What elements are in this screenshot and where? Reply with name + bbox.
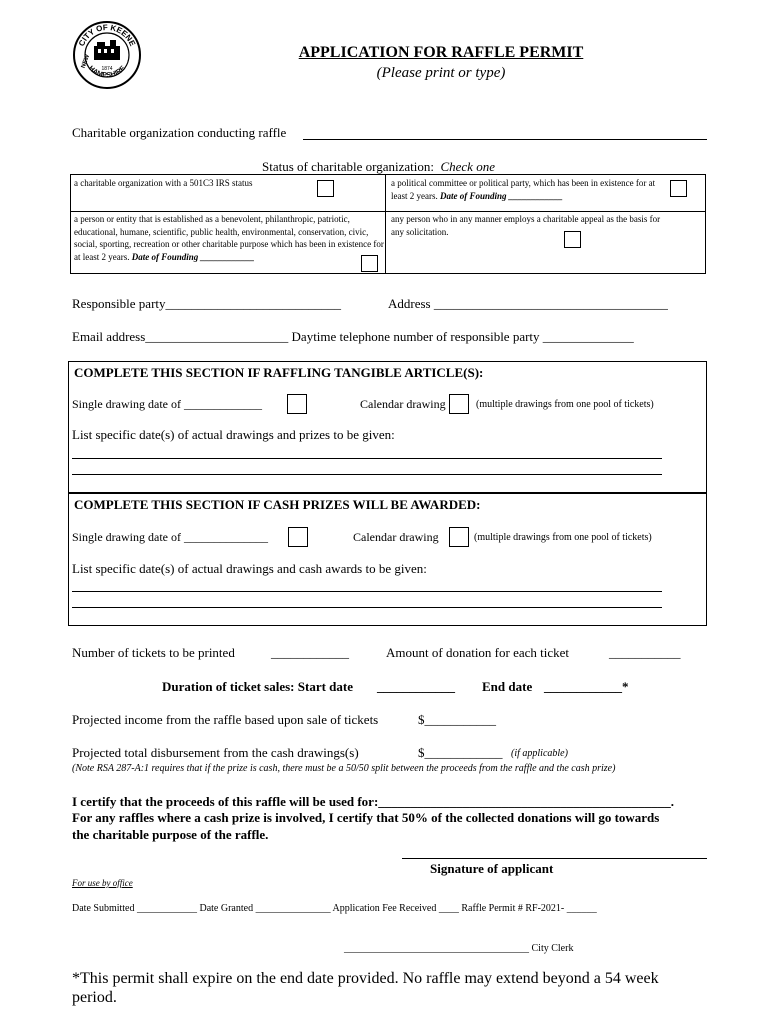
status-grid bbox=[70, 174, 706, 274]
duration-end-blank[interactable]: ____________* bbox=[544, 679, 629, 694]
certify-line-2: For any raffles where a cash prize is involved, I certify that 50% of the collected donations will go towards bbox=[72, 810, 660, 825]
org-input-line[interactable] bbox=[303, 139, 707, 140]
seal-bottom-text: HAMPSHIRE bbox=[86, 64, 128, 80]
duration-start-blank[interactable]: ____________ bbox=[377, 679, 455, 694]
rsa-note: (Note RSA 287-A:1 requires that if the prize is cash, there must be a 50/50 split between the proceeds from the raffle and the cash prize) bbox=[72, 763, 616, 774]
checkbox-appeal[interactable] bbox=[564, 231, 581, 248]
checkbox-benevolent[interactable] bbox=[361, 255, 378, 272]
donation-blank[interactable]: ___________ bbox=[609, 645, 681, 660]
tickets-number-label: Number of tickets to be printed bbox=[72, 645, 235, 660]
tangible-calendar-label: Calendar drawing bbox=[360, 397, 446, 411]
form-subtitle: (Please print or type) bbox=[376, 65, 506, 81]
seal-left-text: NEW bbox=[80, 53, 92, 70]
status-heading: Status of charitable organization: Check one bbox=[262, 159, 495, 174]
office-use-label: For use by office bbox=[72, 878, 133, 888]
tangible-single-date[interactable]: Single drawing date of _____________ bbox=[72, 397, 262, 411]
email-phone-field[interactable]: Email address______________________ Daytime telephone number of responsible party ______________ bbox=[72, 329, 634, 344]
cash-single-date[interactable]: Single drawing date of ______________ bbox=[72, 530, 268, 544]
status-option-benevolent: a person or entity that is established as a benevolent, philanthropic, patriotic, educational, humane, scientific, public health, environmental, conservation, civic, social, sporting, recreation or other charitable purpose which has been in existence for at least 2 years. Date of Founding ____________ bbox=[74, 214, 384, 262]
income-label: Projected income from the raffle based upon sale of tickets bbox=[72, 712, 379, 727]
disbursement-label: Projected total disbursement from the cash drawings(s) bbox=[72, 745, 359, 760]
cash-calendar-label: Calendar drawing bbox=[353, 530, 439, 544]
certify-line-3: the charitable purpose of the raffle. bbox=[72, 827, 269, 842]
income-blank[interactable]: $___________ bbox=[418, 712, 496, 727]
certify-line-1[interactable]: I certify that the proceeds of this raffle will be used for:_____________________________________________. bbox=[72, 794, 675, 809]
duration-start-label: Duration of ticket sales: Start date bbox=[162, 679, 353, 694]
tangible-calendar-checkbox[interactable] bbox=[449, 394, 469, 414]
status-option-501c3: a charitable organization with a 501C3 IRS status bbox=[74, 178, 253, 188]
status-option-political: a political committee or political party, which has been in existence for at least 2 years. Date of Founding ____________ bbox=[391, 178, 656, 201]
checkbox-political[interactable] bbox=[670, 180, 687, 197]
disbursement-blank[interactable]: $____________ bbox=[418, 745, 503, 760]
cash-heading: COMPLETE THIS SECTION IF CASH PRIZES WILL BE AWARDED: bbox=[74, 497, 481, 512]
city-clerk-line[interactable]: _____________________________________ City Clerk bbox=[344, 943, 574, 954]
tickets-number-blank[interactable]: ____________ bbox=[271, 645, 349, 660]
form-title: APPLICATION FOR RAFFLE PERMIT bbox=[298, 44, 584, 61]
tangible-heading: COMPLETE THIS SECTION IF RAFFLING TANGIBLE ARTICLE(S): bbox=[74, 365, 484, 380]
checkbox-501c3[interactable] bbox=[317, 180, 334, 197]
cash-single-checkbox[interactable] bbox=[288, 527, 308, 547]
donation-label: Amount of donation for each ticket bbox=[386, 645, 570, 660]
seal-top-text: CITY OF KEENE bbox=[76, 22, 138, 48]
cash-list-label: List specific date(s) of actual drawings and cash awards to be given: bbox=[72, 561, 427, 576]
responsible-party-field[interactable]: Responsible party___________________________ bbox=[72, 296, 342, 311]
office-use-row[interactable]: Date Submitted ____________ Date Granted _______________ Application Fee Received ____ Raffle Permit # RF-2021- ______ bbox=[72, 903, 597, 914]
signature-label: Signature of applicant bbox=[430, 861, 554, 876]
tangible-single-checkbox[interactable] bbox=[287, 394, 307, 414]
cash-list-line-1[interactable] bbox=[72, 591, 662, 592]
cash-multiple-note: (multiple drawings from one pool of tickets) bbox=[474, 532, 652, 543]
address-field[interactable]: Address ____________________________________ bbox=[388, 296, 668, 311]
seal-year: 1874 bbox=[101, 66, 113, 72]
tangible-list-label: List specific date(s) of actual drawings and prizes to be given: bbox=[72, 427, 395, 442]
tangible-multiple-note: (multiple drawings from one pool of tickets) bbox=[476, 399, 654, 410]
cash-calendar-checkbox[interactable] bbox=[449, 527, 469, 547]
disbursement-applicable: (if applicable) bbox=[511, 748, 568, 759]
tangible-list-line-2[interactable] bbox=[72, 474, 662, 475]
signature-line[interactable] bbox=[402, 858, 707, 859]
cash-list-line-2[interactable] bbox=[72, 607, 662, 608]
tangible-list-line-1[interactable] bbox=[72, 458, 662, 459]
footer-line-1: *This permit shall expire on the end date provided. No raffle may extend beyond a 54 week bbox=[72, 970, 659, 987]
footer-line-2: period. bbox=[72, 989, 117, 1006]
org-label: Charitable organization conducting raffle bbox=[72, 125, 287, 140]
duration-end-label: End date bbox=[482, 679, 533, 694]
status-option-appeal: any person who in any manner employs a charitable appeal as the basis for any solicitation. bbox=[391, 214, 661, 237]
